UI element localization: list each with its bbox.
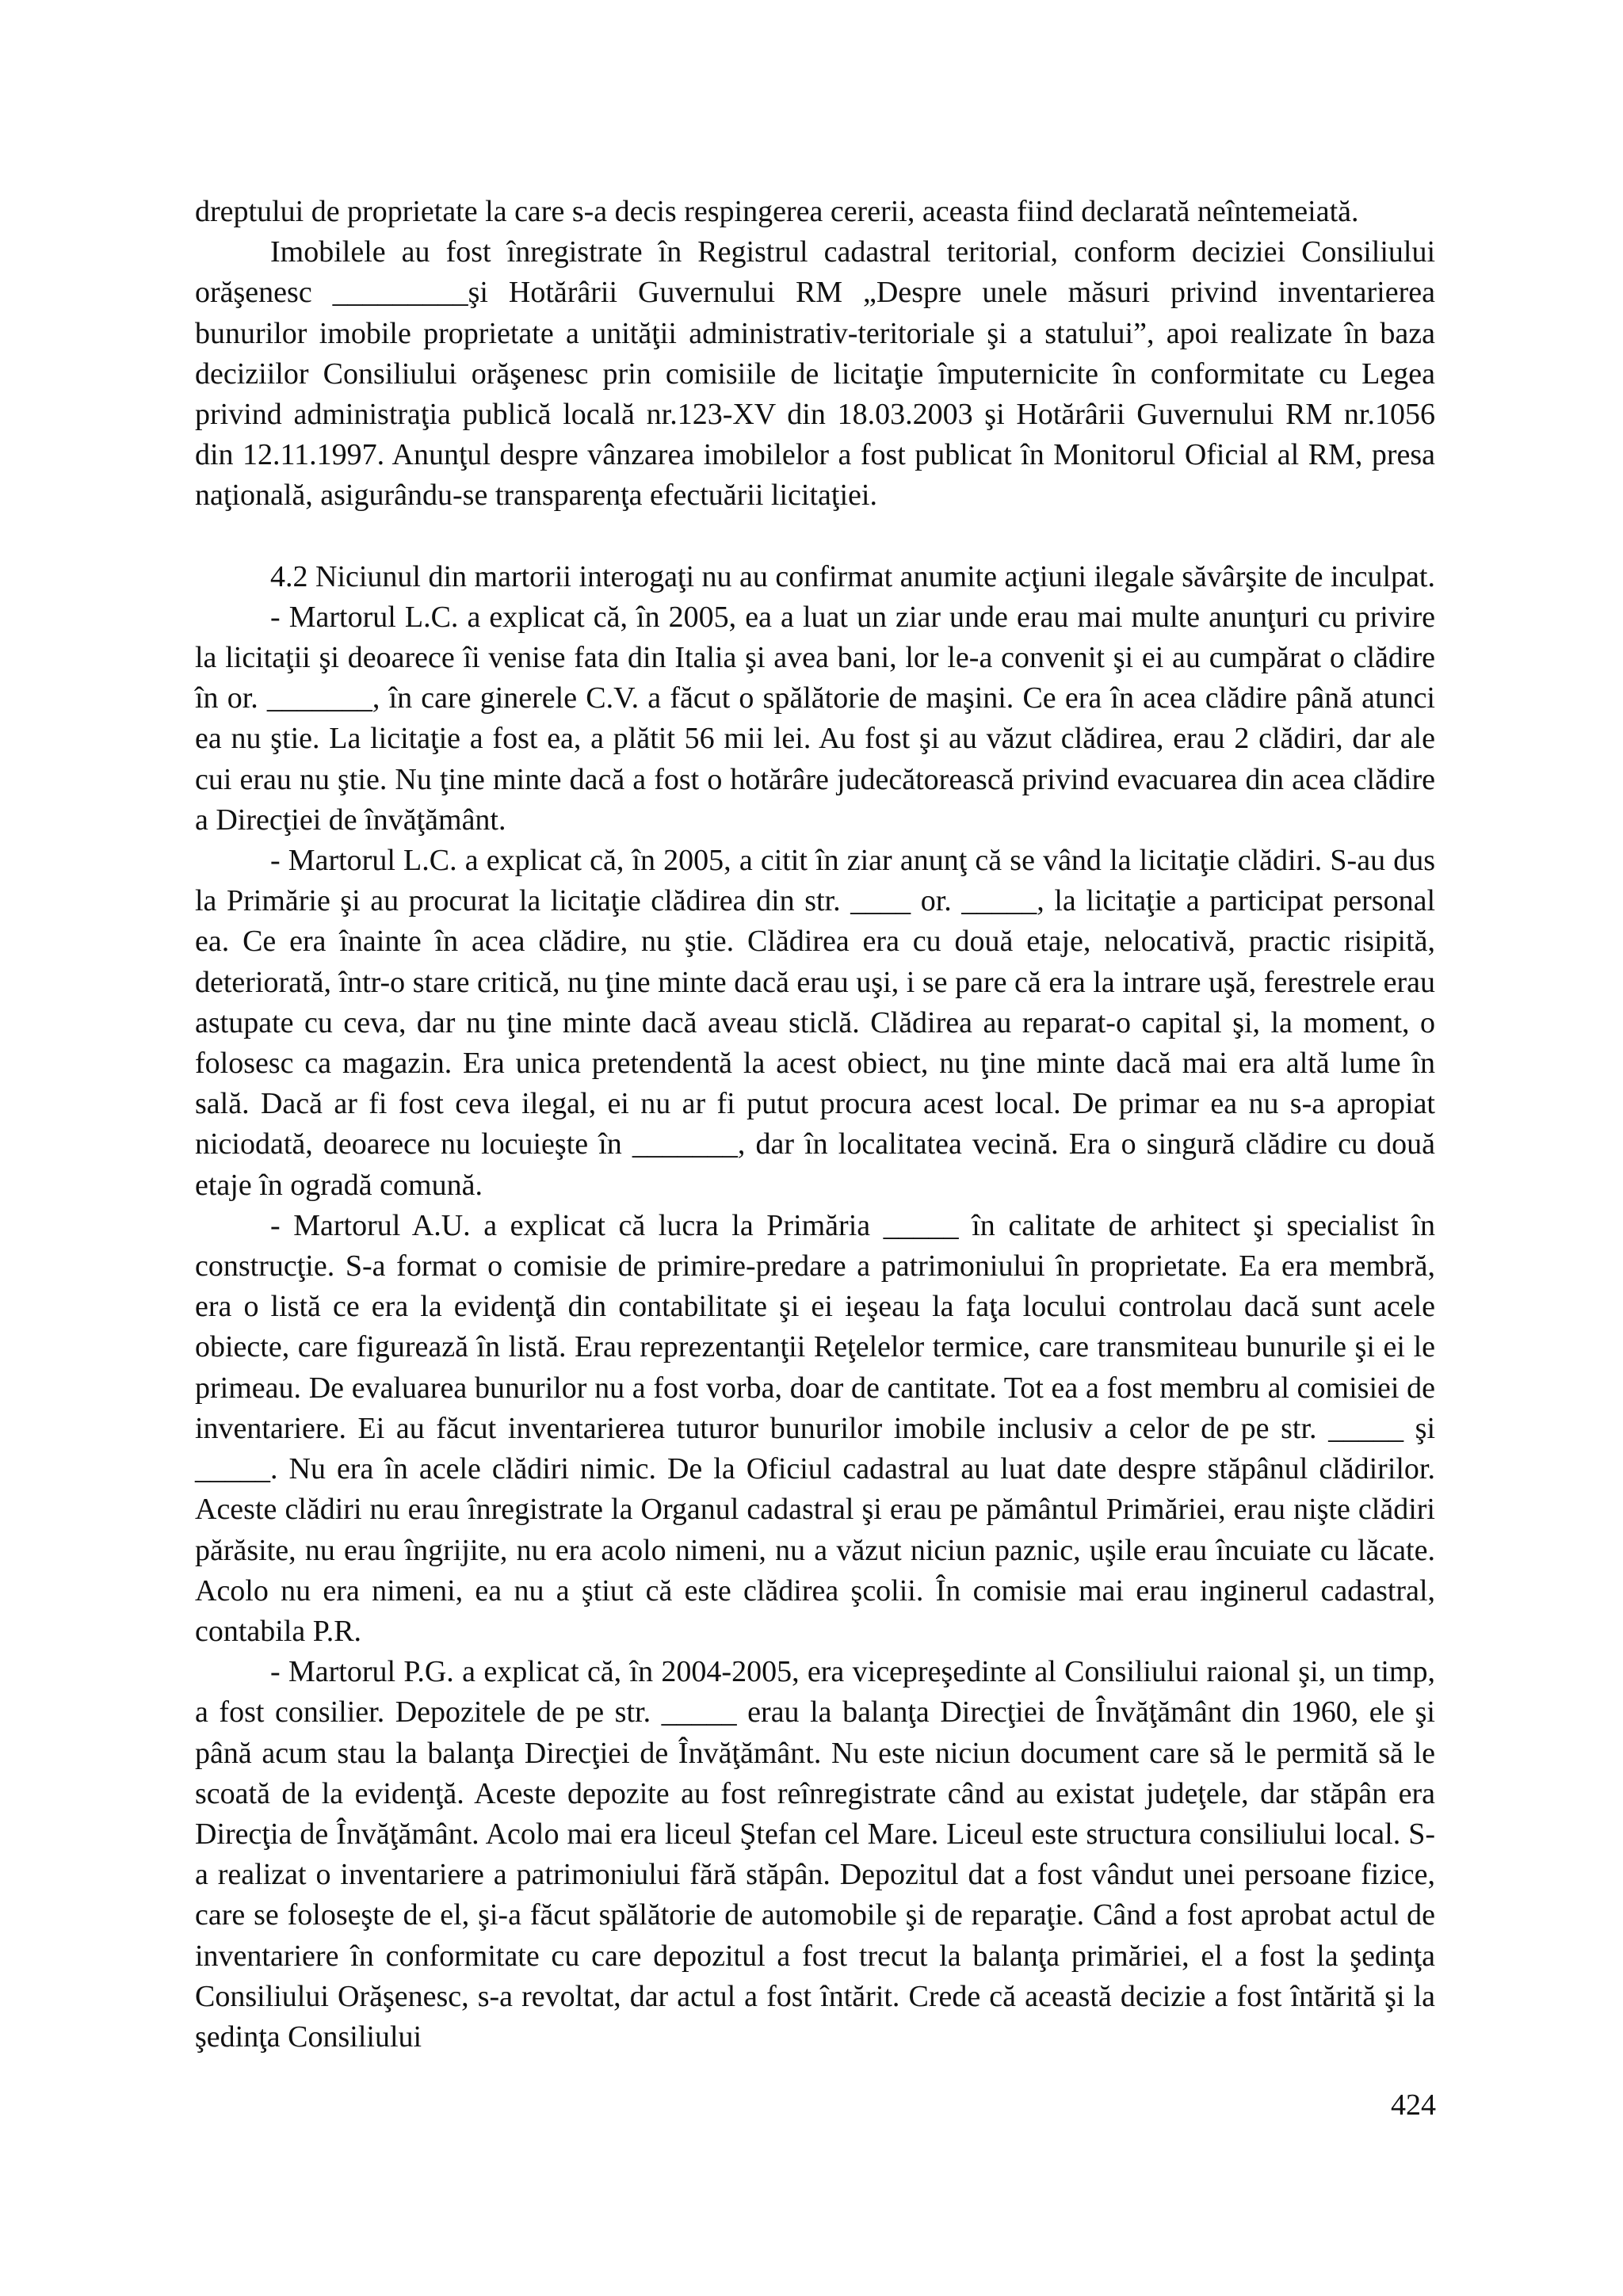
witness-statement-au: - Martorul A.U. a explicat că lucra la Primăria _____ în calitate de arhitect şi specialist în construcţie. S-a format o comisie de primire-predare a patrimoniului în proprietate. Ea era membră, era o listă ce era la evidenţă din contabilitate şi ei ieşeau la faţa locului controlau dacă sunt acele obiecte, care figurează în listă. Erau reprezentanţii Reţelelor termice, care transmiteau bunurile şi ei le primeau. De evaluarea bunurilor nu a fost vorba, doar de cantitate. Tot ea a fost membru al comisiei de inventariere. Ei au făcut inventarierea tuturor bunurilor imobile inclusiv a celor de pe str. _____ şi _____. Nu era în acele clădiri nimic. De la Oficiul cadastral au luat date despre stăpânul clădirilor. Aceste clădiri nu erau înregistrate la Organul cadastral şi erau pe pământul Primăriei, erau nişte clădiri părăsite, nu erau îngrijite, nu era acolo nimeni, nu a văzut niciun paznic, uşile erau încuiate cu lăcate. Acolo nu era nimeni, ea nu a ştiut că este clădirea şcolii. În comisie mai erau inginerul cadastral, contabila P.R. [195, 1208, 1435, 1648]
witness-statement-pg: - Martorul P.G. a explicat că, în 2004-2005, era vicepreşedinte al Consiliului raional şi, un timp, a fost consilier. Depozitele de pe str. _____ erau la balanţa Direcţiei de Învăţământ din 1960, ele şi până acum stau la balanţa Direcţiei de Învăţământ. Nu este niciun document care să le permită să le scoată de la evidenţă. Aceste depozite au fost reînregistrate când au existat judeţele, dar stăpân era Direcţia de Învăţământ. Acolo mai era liceul Ştefan cel Mare. Liceul este structura consiliului local. S-a realizat o inventariere a patrimoniului fără stăpân. Depozitul dat a fost vândut unei persoane fizice, care se foloseşte de el, şi-a făcut spălătorie de automobile şi de reparaţie. Când a fost aprobat actul de inventariere în conformitate cu care depozitul a fost trecut la balanţa primăriei, el a fost la şedinţa Consiliului Orăşenesc, s-a revoltat, dar actul a fost întărit. Crede că această decizie a fost întărită şi la şedinţa Consiliului [195, 1655, 1435, 2054]
paragraph-cadastral-registration: Imobilele au fost înregistrate în Registrul cadastral teritorial, conform deciziei Consiliului orăşenesc _________şi Hotărârii Guvernului RM „Despre unele măsuri privind inventarierea bunurilor imobile proprietate a unităţii administrativ-teritoriale şi a statului”, apoi realizate în baza deciziilor Consiliului orăşenesc prin comisiile de licitaţie împuternicite în conformitate cu Legea privind administraţia publică locală nr.123-XV din 18.03.2003 şi Hotărârii Guvernului RM nr.1056 din 12.11.1997. Anunţul despre vânzarea imobilelor a fost publicat în Monitorul Oficial al RM, presa naţională, asigurându-se transparenţa efectuării licitaţiei. [195, 235, 1435, 513]
section-heading-4-2: 4.2 Niciunul din martorii interogaţi nu au confirmat anumite acţiuni ilegale săvârşite de inculpat. [270, 559, 1435, 593]
witness-statement-lc-1: - Martorul L.C. a explicat că, în 2005, ea a luat un ziar unde erau mai multe anunţuri cu privire la licitaţii şi deoarece îi venise fata din Italia şi avea bani, lor le-a convenit şi ei au cumpărat o clădire în or. _______, în care ginerele C.V. a făcut o spălătorie de maşini. Ce era în acea clădire până atunci ea nu ştie. La licitaţie a fost ea, a plătit 56 mii lei. Au fost şi au văzut clădirea, erau 2 clădiri, dar ale cui erau nu ştie. Nu ţine minte dacă a fost o hotărâre judecătorească privind evacuarea din acea clădire a Direcţiei de învăţământ. [195, 600, 1435, 837]
paragraph-spacer [195, 517, 1435, 557]
document-page [195, 192, 1435, 2058]
paragraph-continuation: dreptului de proprietate la care s-a decis respingerea cererii, aceasta fiind declarată neîntemeiată. [195, 195, 1359, 228]
witness-statement-lc-2: - Martorul L.C. a explicat că, în 2005, a citit în ziar anunţ că se vând la licitaţie clădiri. S-au dus la Primărie şi au procurat la licitaţie clădirea din str. ____ or. _____, la licitaţie a participat personal ea. Ce era înainte în acea clădire, nu ştie. Clădirea era cu două etaje, nelocativă, practic risipită, deteriorată, într-o stare critică, nu ţine minte dacă erau uşi, i se pare că era la intrare uşă, ferestrele erau astupate cu ceva, dar nu ţine minte dacă aveau sticlă. Clădirea au reparat-o capital şi, la moment, o folosesc ca magazin. Era unica pretendentă la acest obiect, nu ţine minte dacă mai era altă lume în sală. Dacă ar fi fost ceva ilegal, ei nu ar fi putut procura acest local. De primar ea nu s-a apropiat niciodată, deoarece nu locuieşte în _______, dar în localitatea vecină. Era o singură clădire cu două etaje în ogradă comună. [195, 844, 1435, 1202]
page-number: 424 [1391, 2088, 1436, 2122]
